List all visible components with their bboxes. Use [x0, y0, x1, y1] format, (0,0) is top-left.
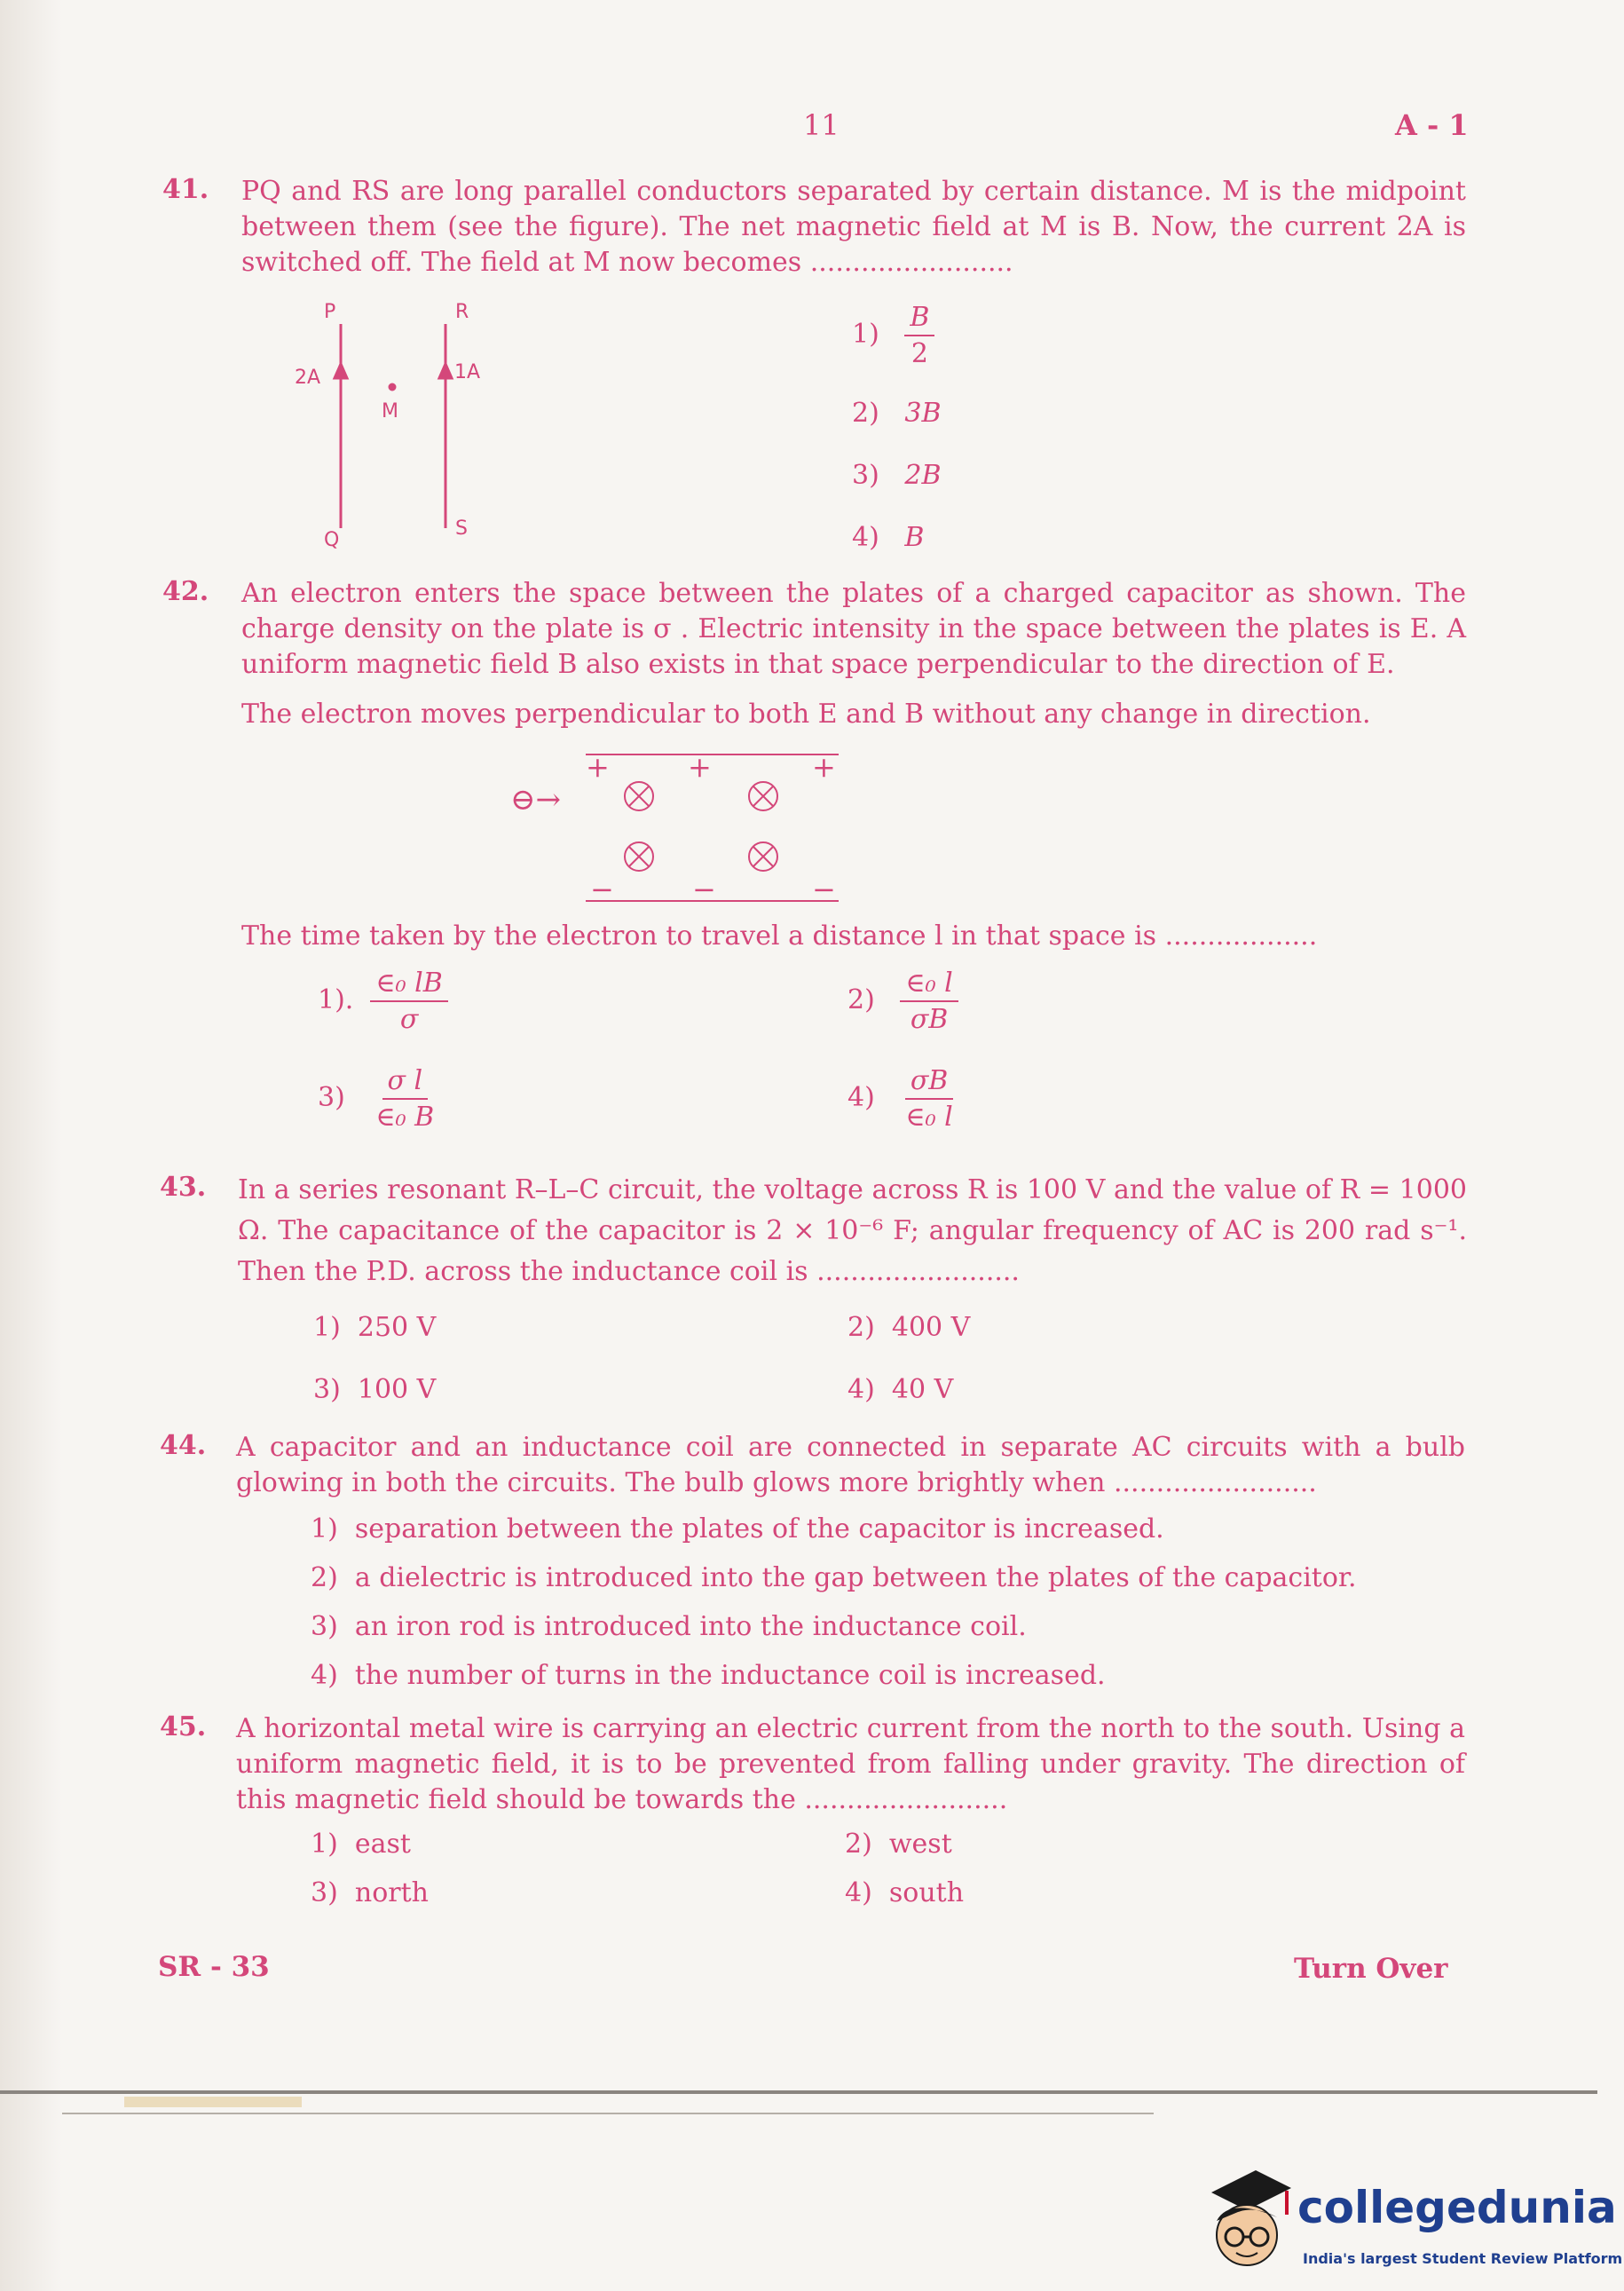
midpoint-dot — [390, 384, 395, 390]
q42-option-1 — [318, 968, 448, 1035]
option-value: 100 V — [357, 1374, 437, 1405]
mascot-logo-icon — [1194, 2166, 1291, 2277]
q41-number: 41. — [162, 174, 209, 205]
option-value: the number of turns in the inductance coil is increased. — [354, 1660, 1106, 1691]
plus-sign: + — [688, 750, 712, 784]
fraction — [900, 1065, 958, 1133]
option-number: 4) — [845, 1877, 872, 1908]
fraction-denominator: σB — [910, 1004, 949, 1035]
fraction — [904, 302, 934, 369]
q43-option-2 — [847, 1312, 970, 1343]
brand-tagline: India's largest Student Review Platform — [1303, 2250, 1623, 2267]
q41-option-4 — [852, 522, 924, 553]
q44-option-3 — [311, 1611, 1027, 1642]
option-number: 3) — [313, 1374, 341, 1405]
label-1a: 1A — [454, 361, 481, 383]
fraction — [370, 1065, 439, 1133]
q44-option-4 — [311, 1660, 1106, 1691]
option-value: east — [354, 1829, 411, 1860]
series-code: SR - 33 — [158, 1951, 270, 1983]
plus-sign: + — [586, 750, 610, 784]
fraction-denominator: ∈₀ l — [905, 1102, 953, 1133]
option-value: 2B — [904, 460, 942, 491]
q42-text: An electron enters the space between the plates of a charged capacitor as shown. The charge density on the plate is σ . Electric intensity in the space between the plates is E. A uniform magnetic field B also exists in that space perpendicular to the direction of E. — [241, 578, 1466, 680]
label-m: M — [382, 400, 398, 423]
option-number: 4) — [311, 1660, 338, 1691]
q43-option-4 — [847, 1374, 953, 1405]
option-value: 40 V — [891, 1374, 954, 1405]
current-arrow-right — [439, 364, 452, 378]
q42-text-2: The electron moves perpendicular to both E and B without any change in direction. — [241, 699, 1371, 730]
q43-option-3 — [313, 1374, 436, 1405]
q44-text: A capacitor and an inductance coil are connected in separate AC circuits with a bulb glowing in both the circuits. The bulb glows more brightly when ........................ — [236, 1432, 1465, 1498]
fraction-numerator: B — [904, 302, 934, 336]
current-arrow-left — [335, 364, 347, 378]
option-number: 1) — [313, 1312, 341, 1343]
fraction-numerator: ∈₀ lB — [370, 968, 447, 1002]
paper-code: A - 1 — [1395, 108, 1469, 142]
option-number: 3) — [852, 460, 879, 491]
q45-option-2 — [845, 1829, 952, 1860]
option-number: 3) — [311, 1611, 338, 1642]
option-value: separation between the plates of the capacitor is increased. — [354, 1513, 1164, 1544]
q45-option-3 — [311, 1877, 429, 1908]
tape-mark — [124, 2097, 302, 2107]
option-number: 2) — [852, 398, 879, 429]
option-number: 4) — [847, 1374, 875, 1405]
q42-capacitor-figure — [506, 750, 843, 910]
q45-text: A horizontal metal wire is carrying an electric current from the north to the south. Using a uniform magnetic field, it is to be prevented from falling under gravity. The direction of this magnetic field should be towards the ........................ — [236, 1713, 1465, 1815]
q42-text-3: The time taken by the electron to travel a distance l in that space is .................. — [241, 920, 1318, 952]
option-number: 1) — [311, 1829, 338, 1860]
option-value: an iron rod is introduced into the inductance coil. — [354, 1611, 1027, 1642]
option-number: 2) — [847, 984, 875, 1015]
label-p: P — [324, 301, 336, 323]
option-value: 3B — [904, 398, 942, 429]
fraction-denominator: σ — [399, 1004, 419, 1035]
option-number: 1) — [311, 1513, 338, 1544]
plus-sign: + — [812, 750, 836, 784]
minus-sign: − — [812, 873, 836, 906]
q43-number: 43. — [160, 1172, 207, 1203]
option-number: 1). — [318, 984, 354, 1015]
fraction-denominator: ∈₀ B — [375, 1102, 435, 1133]
q45-option-4 — [845, 1877, 964, 1908]
q44-option-2 — [311, 1562, 1357, 1593]
q44-number: 44. — [160, 1430, 207, 1461]
fraction-numerator: σ l — [382, 1065, 429, 1100]
page-bottom-edge — [0, 2090, 1597, 2094]
option-number: 3) — [318, 1082, 345, 1113]
fraction-denominator: 2 — [911, 338, 928, 369]
option-value: a dielectric is introduced into the gap between the plates of the capacitor. — [354, 1562, 1357, 1593]
page-under-edge — [62, 2113, 1154, 2114]
q42-number: 42. — [162, 576, 209, 607]
fraction-numerator: σB — [905, 1065, 954, 1100]
q41-option-2 — [852, 398, 942, 429]
fraction-numerator: ∈₀ l — [900, 968, 958, 1002]
option-number: 2) — [311, 1562, 338, 1593]
q41-option-1 — [852, 302, 934, 369]
label-2a: 2A — [295, 367, 321, 389]
option-value: 250 V — [357, 1312, 437, 1343]
option-number: 4) — [847, 1082, 875, 1113]
option-value: north — [354, 1877, 429, 1908]
q43-option-1 — [313, 1312, 436, 1343]
label-q: Q — [324, 529, 340, 550]
option-value: 400 V — [891, 1312, 971, 1343]
brand-name: collegedunia — [1297, 2182, 1617, 2233]
q44-option-1 — [311, 1513, 1164, 1544]
option-number: 2) — [845, 1829, 872, 1860]
fraction — [370, 968, 447, 1035]
q43-text: In a series resonant R–L–C circuit, the voltage across R is 100 V and the value of R = 1000 Ω. The capacitance of the capacitor is 2 × 10⁻⁶ F; angular frequency of AC is 200 rad s⁻¹. Then the P.D. across the inductance coil is ........................ — [238, 1174, 1467, 1287]
turn-over-label: Turn Over — [1294, 1953, 1448, 1985]
page-edge-shadow — [0, 0, 62, 2291]
option-number: 2) — [847, 1312, 875, 1343]
fraction — [900, 968, 958, 1035]
q41-option-3 — [852, 460, 942, 491]
option-value: B — [904, 522, 925, 553]
electron-icon: ⊖→ — [510, 782, 561, 818]
q42-option-2 — [847, 968, 958, 1035]
label-r: R — [455, 301, 469, 323]
option-number: 4) — [852, 522, 879, 553]
page-number: 11 — [803, 108, 840, 142]
q42-option-4 — [847, 1065, 958, 1133]
option-value: west — [888, 1829, 952, 1860]
q41-figure — [284, 293, 515, 550]
option-number: 1) — [852, 319, 879, 350]
option-value: south — [888, 1877, 965, 1908]
q45-option-1 — [311, 1829, 411, 1860]
minus-sign: − — [692, 873, 716, 906]
option-number: 3) — [311, 1877, 338, 1908]
q41-text: PQ and RS are long parallel conductors separated by certain distance. M is the midpoint between them (see the figure). The net magnetic field at M is B. Now, the current 2A is switched off. The field at M now becomes ........................ — [241, 176, 1466, 278]
q42-option-3 — [318, 1065, 439, 1133]
minus-sign: − — [590, 873, 614, 906]
q45-number: 45. — [160, 1711, 207, 1742]
label-s: S — [455, 517, 468, 540]
